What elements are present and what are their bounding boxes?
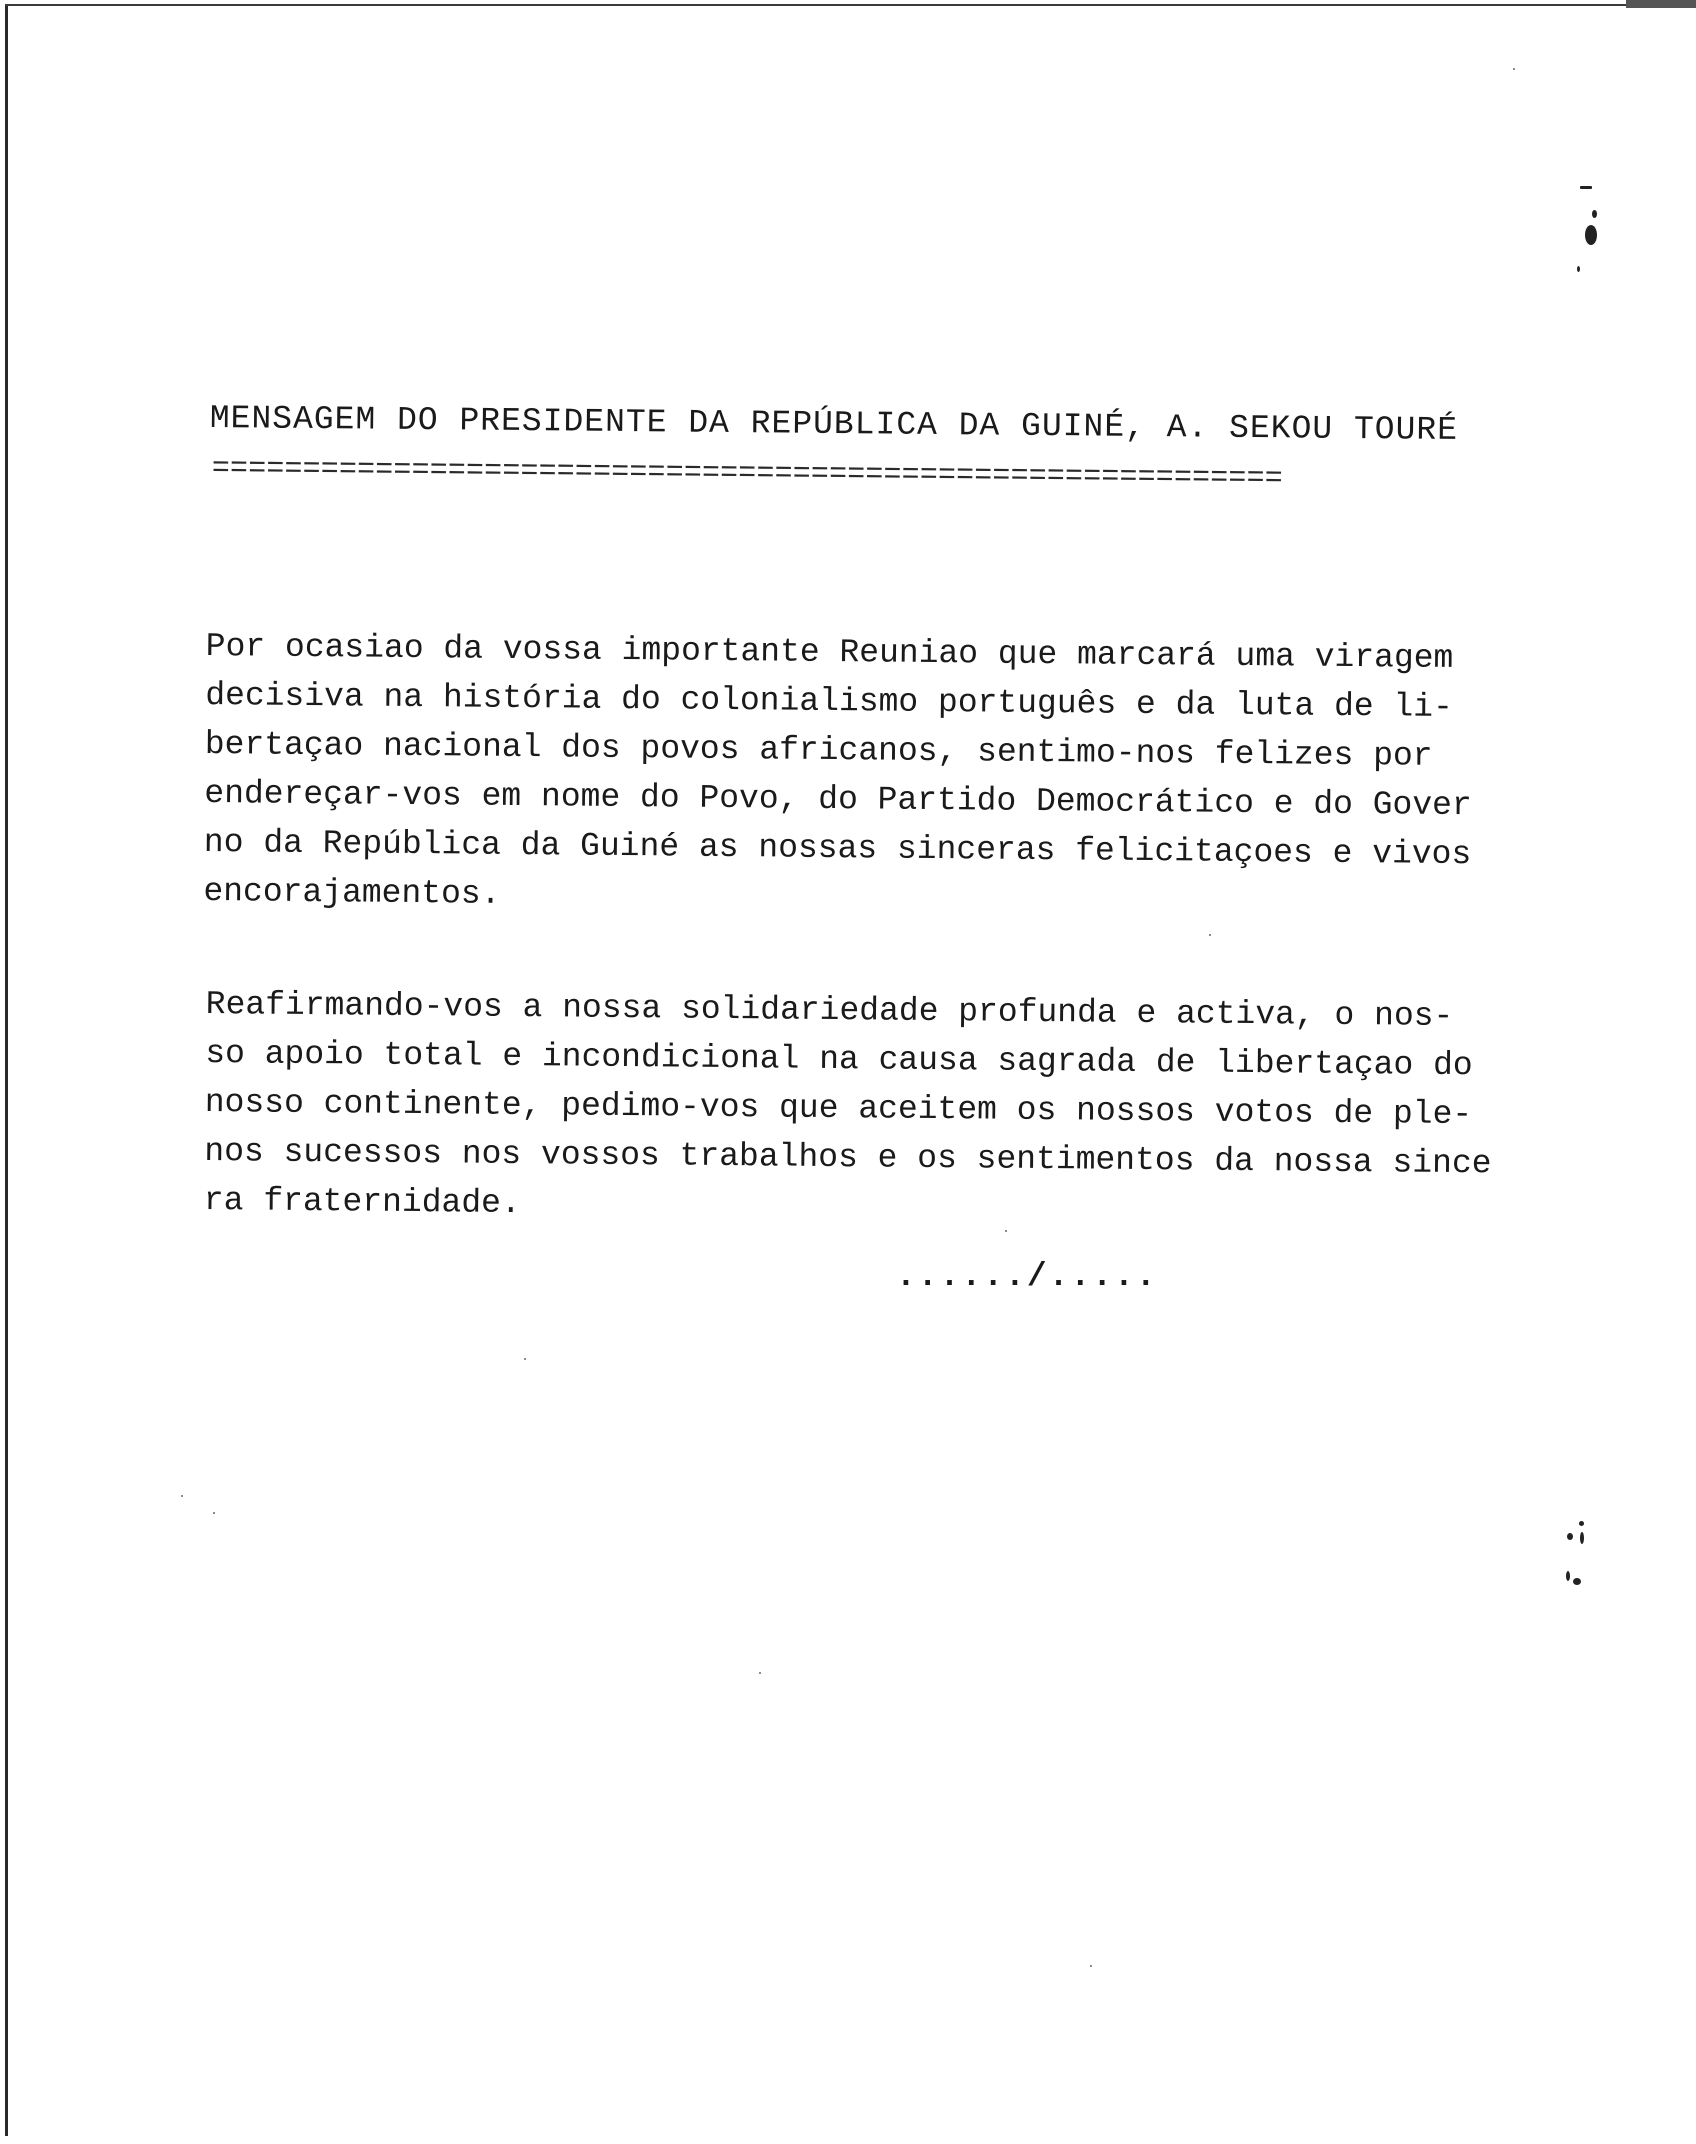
scan-speck — [213, 1512, 215, 1514]
document-title: MENSAGEM DO PRESIDENTE DA REPÚBLICA DA GUINÉ, A. SEKOU TOURÉ — [209, 400, 1459, 449]
paragraph-line: decisiva na história do colonialismo português e da luta de li- — [205, 676, 1454, 726]
ink-mark — [1580, 1532, 1584, 1544]
paragraph-line: so apoio total e incondicional na causa sagrada de libertaçao do — [205, 1034, 1473, 1085]
scan-speck — [1513, 68, 1515, 70]
paragraph-line: Por ocasiao da vossa importante Reuniao que marcará uma viragem — [205, 627, 1454, 677]
ink-mark — [1592, 210, 1597, 218]
page-edge-corner — [1626, 0, 1696, 8]
paragraph-2 — [204, 980, 1546, 1238]
ink-mark — [1577, 266, 1580, 272]
paragraph-line: no da República da Guiné as nossas sinceras felicitaçoes e vivos — [203, 823, 1472, 874]
paragraph-line: nosso continente, pedimo-vos que aceitem os nossos votos de ple- — [204, 1083, 1473, 1134]
ink-mark — [1567, 1533, 1573, 1540]
paragraph-line: encorajamentos. — [203, 872, 501, 913]
ink-mark — [1579, 1521, 1584, 1526]
paragraph-line: nos sucessos nos vossos trabalhos e os sentimentos da nossa since — [204, 1132, 1492, 1183]
continuation-marker: ....../..... — [896, 1258, 1158, 1295]
scan-speck — [1090, 1965, 1092, 1967]
ink-mark — [1580, 186, 1592, 189]
paragraph-line: bertaçao nacional dos povos africanos, sentimo-nos felizes por — [204, 725, 1433, 775]
ink-mark — [1566, 1571, 1570, 1581]
scan-speck — [1209, 934, 1211, 936]
ink-mark — [1585, 225, 1597, 245]
paragraph-line: ra fraternidade. — [203, 1181, 521, 1223]
page-edge-left — [5, 6, 8, 2136]
title-underline: =========================================================== — [211, 452, 1283, 497]
scan-speck — [181, 1495, 183, 1497]
ink-mark — [1573, 1578, 1581, 1585]
paragraph-1 — [203, 622, 1546, 929]
scan-speck — [524, 1358, 526, 1360]
paragraph-line: Reafirmando-vos a nossa solidariedade profunda e activa, o nos- — [205, 985, 1454, 1035]
page-edge-top — [5, 4, 1693, 6]
scan-speck — [759, 1672, 761, 1674]
paragraph-line: endereçar-vos em nome do Povo, do Partido Democrático e do Gover — [204, 774, 1472, 825]
